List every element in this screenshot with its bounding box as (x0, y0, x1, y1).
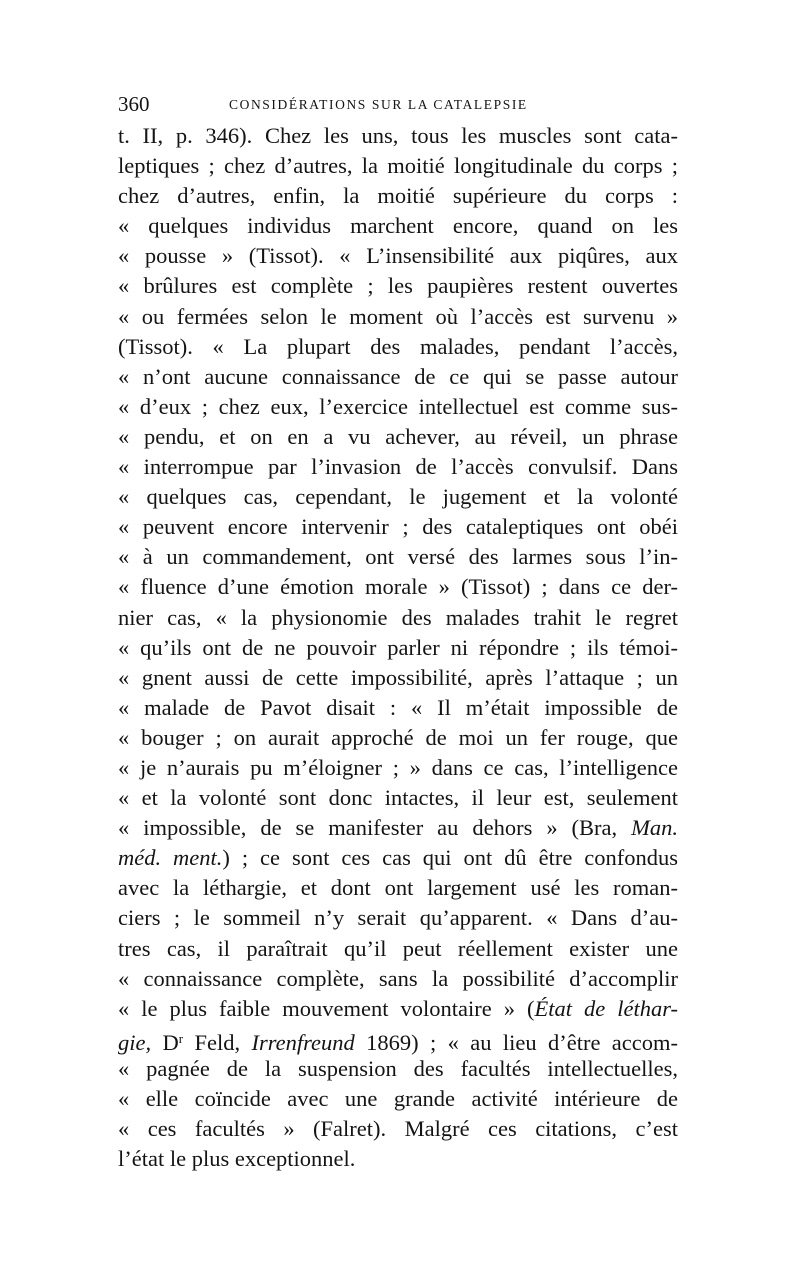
text-line: « je n’aurais pu m’éloigner ; » dans ce cas, l’intelligence (118, 754, 678, 780)
text-line: ciers ; le sommeil n’y serait qu’apparent. « Dans d’au- (118, 905, 678, 931)
text-line: leptiques ; chez d’autres, la moitié longitudinale du corps ; (118, 153, 678, 179)
text-line: « pagnée de la suspension des facultés intellectuelles, (118, 1055, 678, 1081)
text-line: « qu’ils ont de ne pouvoir parler ni répondre ; ils témoi- (118, 634, 678, 660)
body-text (118, 121, 678, 1174)
text-line: méd. ment.) ; ce sont ces cas qui ont dû être confondus (118, 845, 678, 871)
text-line: « connaissance complète, sans la possibilité d’accomplir (118, 965, 678, 991)
text-line: « ces facultés » (Falret). Malgré ces citations, c’est (118, 1116, 678, 1142)
text-line: gie, $D^r$ Feld, Irrenfreund 1869) ; « au lieu d’être accom- (118, 1029, 678, 1055)
text-line: (Tissot). « La plupart des malades, pendant l’accès, (118, 333, 678, 359)
text-line: chez d’autres, enfin, la moitié supérieure du corps : (118, 183, 678, 209)
page-number: 360 (118, 92, 150, 116)
text-line: « le plus faible mouvement volontaire » (État de léthar- (118, 995, 678, 1021)
text-line: l’état le plus exceptionnel. (118, 1146, 356, 1172)
text-line: « interrompue par l’invasion de l’accès convulsif. Dans (118, 454, 678, 480)
text-line: nier cas, « la physionomie des malades trahit le regret (118, 604, 678, 630)
text-line: « fluence d’une émotion morale » (Tissot) ; dans ce der- (118, 574, 678, 600)
running-title: CONSIDÉRATIONS SUR LA CATALEPSIE (229, 97, 528, 112)
text-line: « elle coïncide avec une grande activité intérieure de (118, 1086, 678, 1111)
text-line: « brûlures est complète ; les paupières restent ouvertes (118, 273, 678, 299)
text-line: « malade de Pavot disait : « Il m’était impossible de (118, 694, 678, 720)
text-line: t. II, p. 346). Chez les uns, tous les muscles sont cata- (118, 123, 678, 148)
text-line: « impossible, de se manifester au dehors » (Bra, Man. (118, 815, 678, 841)
text-line: « n’ont aucune connaissance de ce qui se passe autour (118, 363, 678, 389)
text-line: « ou fermées selon le moment où l’accès est survenu » (118, 303, 678, 329)
text-line: « pendu, et on en a vu achever, au réveil, un phrase (118, 423, 678, 449)
text-line: « peuvent encore intervenir ; des cataleptiques ont obéi (118, 514, 678, 540)
running-head (118, 89, 678, 119)
text-line: « pousse » (Tissot). « L’insensibilité aux piqûres, aux (118, 243, 678, 269)
text-line: « d’eux ; chez eux, l’exercice intellectuel est comme sus- (118, 393, 678, 419)
text-line: « quelques individus marchent encore, quand on les (118, 213, 678, 239)
text-line: tres cas, il paraîtrait qu’il peut réellement exister une (118, 935, 678, 961)
text-line: « et la volonté sont donc intactes, il leur est, seulement (118, 785, 678, 811)
text-line: « bouger ; on aurait approché de moi un fer rouge, que (118, 724, 678, 750)
text-line: « gnent aussi de cette impossibilité, après l’attaque ; un (118, 664, 678, 690)
text-line: « à un commandement, ont versé des larmes sous l’in- (118, 544, 678, 570)
text-line: avec la léthargie, et dont ont largement usé les roman- (118, 875, 678, 901)
text-line: « quelques cas, cependant, le jugement et la volonté (118, 484, 678, 510)
